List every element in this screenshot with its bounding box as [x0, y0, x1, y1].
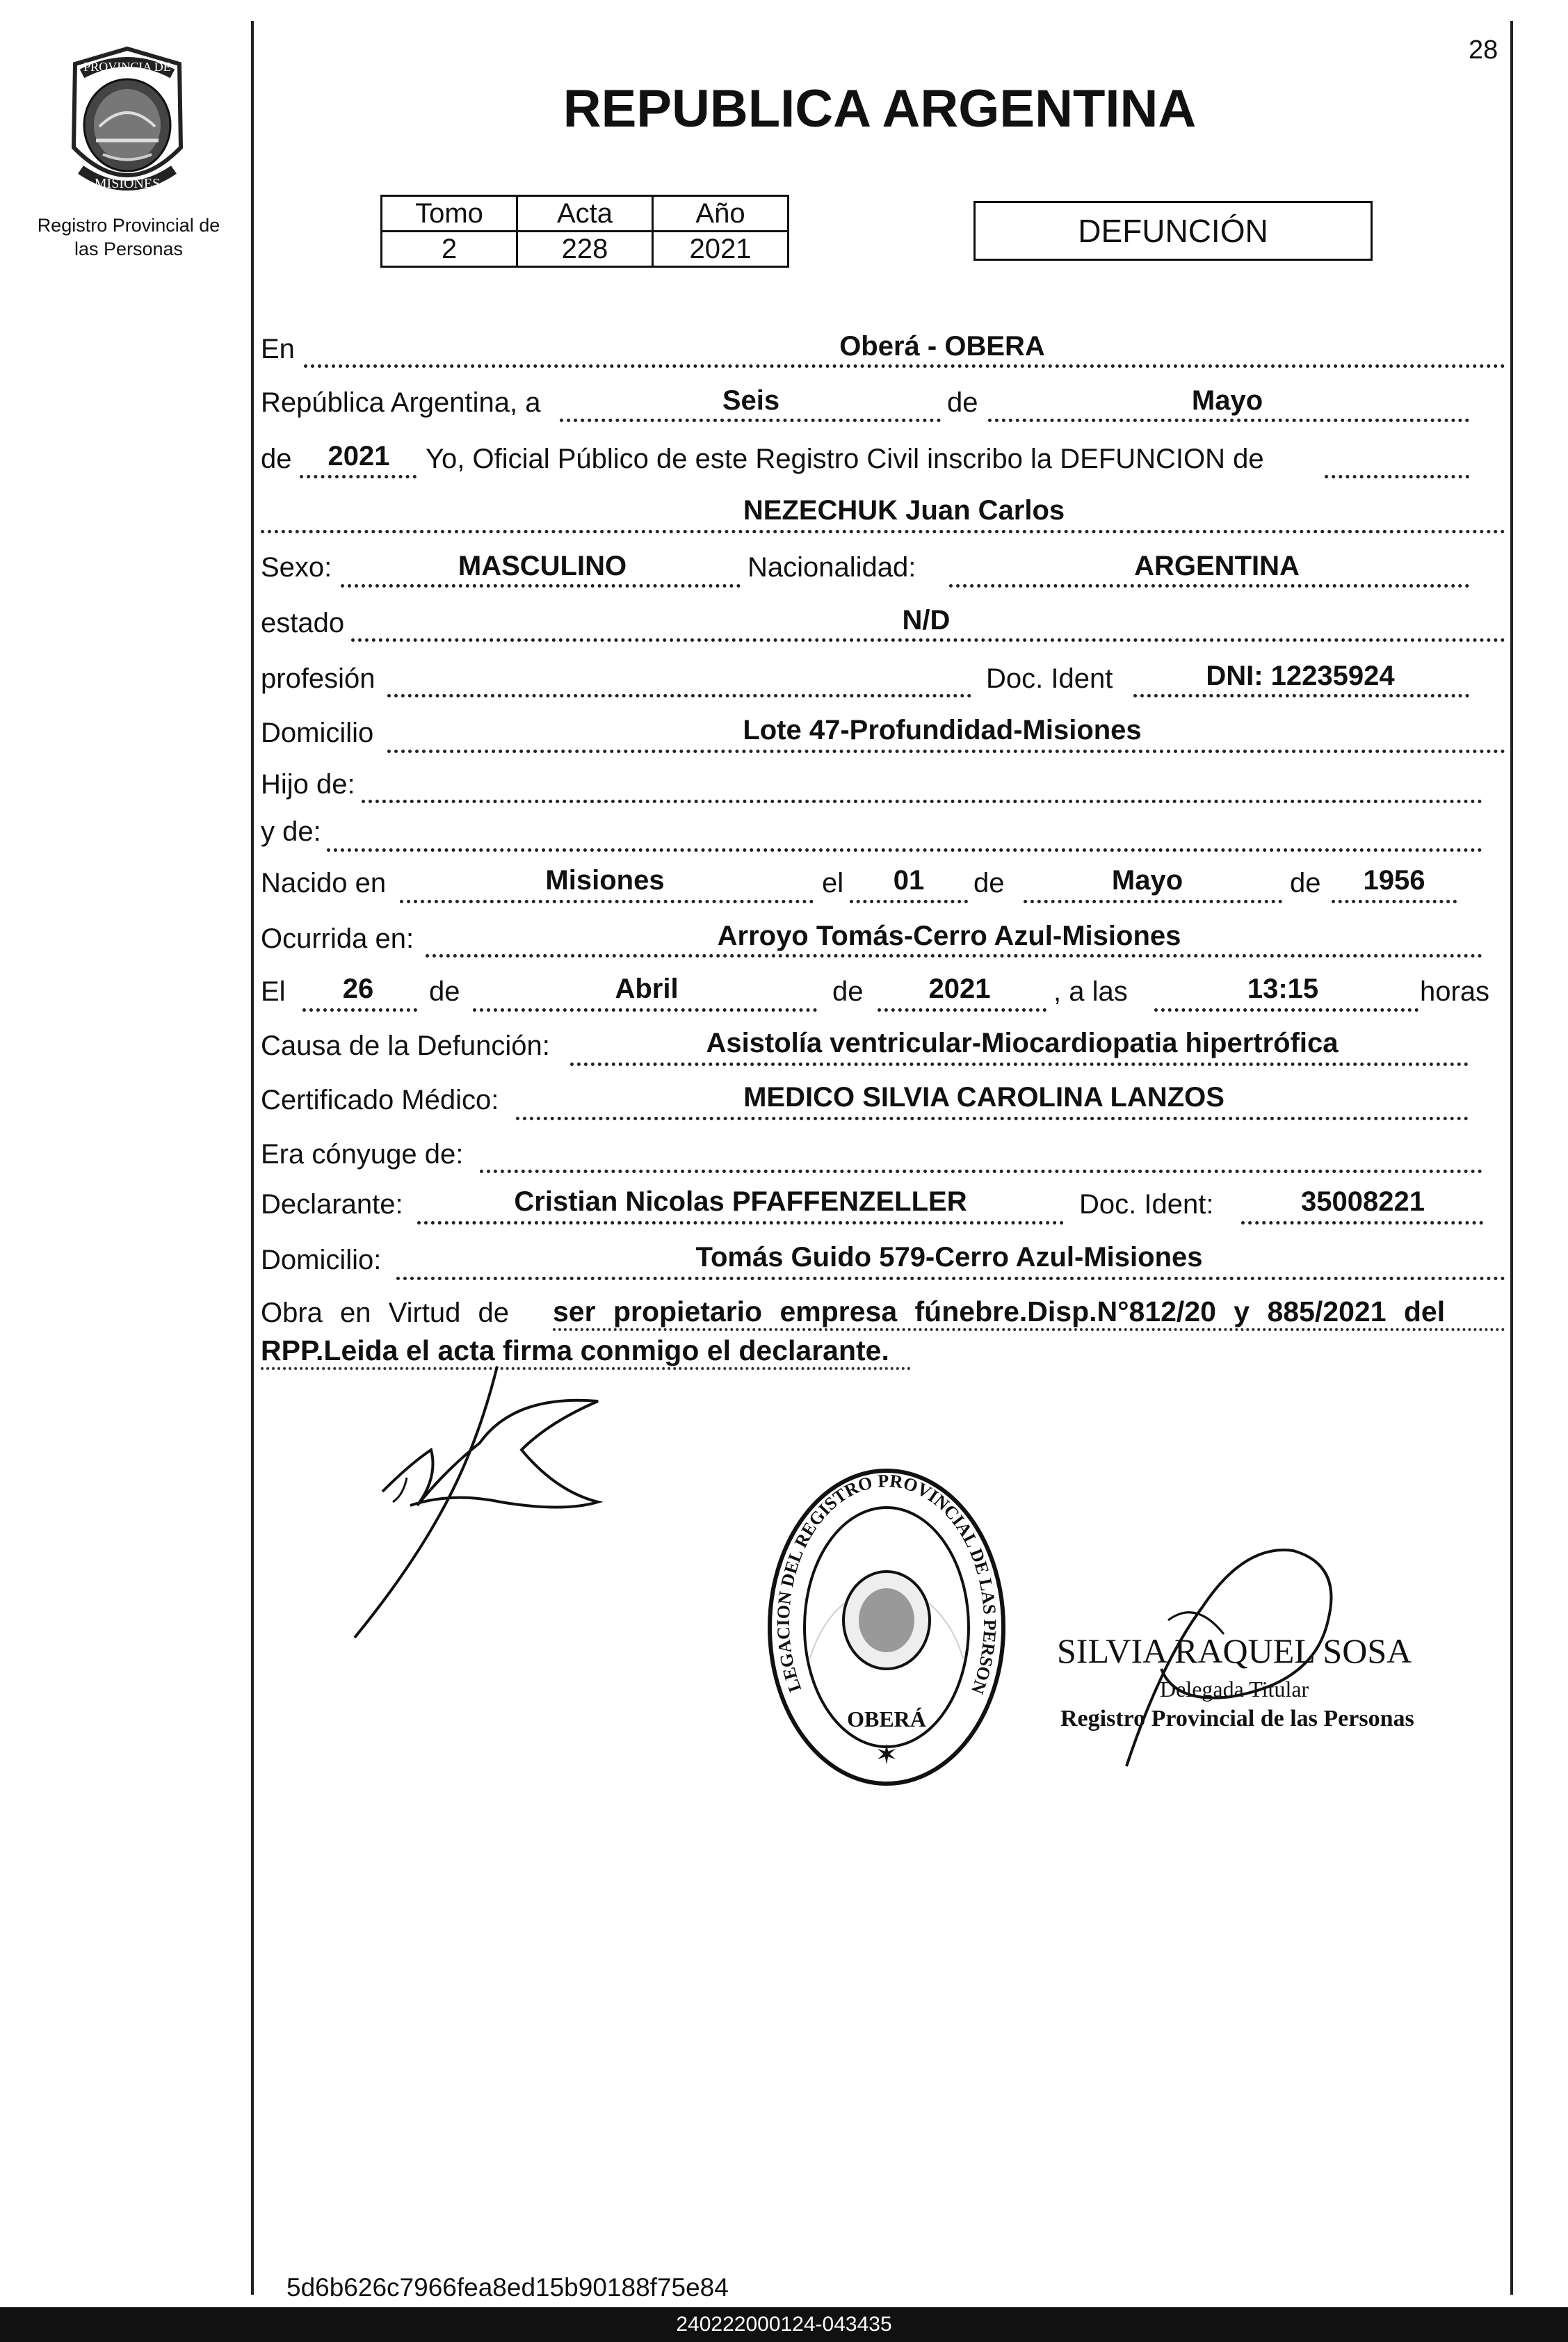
dotted-line — [362, 800, 1482, 803]
footer-code: 240222000124-043435 — [0, 2307, 1568, 2342]
dotted-line — [327, 848, 1482, 852]
value-declarante-doc: 35008221 — [1301, 1186, 1425, 1217]
value-obra-line-1: ser propietario empresa fúnebre.Disp.N°812/20 y 885/2021 del — [553, 1295, 1446, 1327]
label-de-mes: de — [947, 387, 978, 418]
label-y-de: y de: — [261, 816, 321, 847]
svg-text:✶: ✶ — [875, 1740, 898, 1770]
value-certificado: MEDICO SILVIA CAROLINA LANZOS — [743, 1082, 1225, 1113]
document-type-box: DEFUNCIÓN — [973, 201, 1373, 261]
label-sexo: Sexo: — [261, 552, 332, 583]
dotted-line — [480, 1170, 1482, 1173]
dotted-line — [516, 1117, 1469, 1120]
label-de-nacido-anio: de — [1290, 868, 1321, 898]
dotted-line — [426, 954, 1482, 958]
label-de-def-anio: de — [832, 976, 864, 1007]
value-def-hora: 13:15 — [1247, 974, 1319, 1004]
value-estado: N/D — [902, 605, 951, 636]
label-horas: horas — [1420, 976, 1490, 1007]
label-de-def-mes: de — [429, 976, 460, 1007]
value-dia: Seis — [722, 385, 780, 416]
dotted-line — [396, 1277, 1505, 1280]
value-ocurrida: Arroyo Tomás-Cerro Azul-Misiones — [717, 921, 1181, 951]
value-declarante-domicilio: Tomás Guido 579-Cerro Azul-Misiones — [695, 1242, 1203, 1273]
label-declarante: Declarante: — [261, 1189, 403, 1220]
dotted-line — [988, 419, 1469, 422]
issuer-line-2: las Personas — [74, 239, 184, 259]
label-el-fecha: El — [261, 976, 286, 1007]
label-domicilio: Domicilio — [261, 718, 374, 748]
document-hash: 5d6b626c7966fea8ed15b90188f75e84 — [286, 2273, 729, 2302]
dotted-line — [387, 750, 1505, 753]
dotted-line — [1133, 694, 1469, 697]
value-sexo: MASCULINO — [458, 551, 627, 581]
value-anio: 2021 — [653, 232, 789, 267]
value-def-dia: 26 — [342, 974, 374, 1004]
dotted-line — [473, 1008, 817, 1012]
value-def-mes: Abril — [615, 974, 679, 1004]
dotted-line — [300, 475, 417, 478]
label-conyuge: Era cónyuge de: — [261, 1139, 464, 1170]
value-tomo: 2 — [382, 232, 517, 267]
issuer-line-1: Registro Provincial de — [37, 215, 220, 236]
value-def-anio: 2021 — [928, 974, 991, 1004]
dotted-line — [304, 364, 1505, 368]
value-obra-line-2: RPP.Leida el acta firma conmigo el declarante. — [261, 1334, 889, 1366]
label-estado: estado — [261, 608, 345, 638]
value-declarante: Cristian Nicolas PFAFFENZELLER — [514, 1186, 967, 1217]
label-en: En — [261, 334, 295, 364]
dotted-line — [261, 530, 1505, 533]
value-nacido-anio: 1956 — [1363, 865, 1425, 896]
dotted-line — [878, 1008, 1046, 1012]
official-stamp — [761, 1464, 1012, 1791]
underline — [553, 1328, 1505, 1331]
page-number: 28 — [1469, 35, 1498, 65]
label-domicilio-declarante: Domicilio: — [261, 1245, 382, 1275]
label-yo: Yo, Oficial Público de este Registro Civil inscribo la DEFUNCION de — [426, 444, 1264, 474]
value-domicilio: Lote 47-Profundidad-Misiones — [743, 715, 1142, 745]
dotted-line — [949, 584, 1469, 588]
dotted-line — [302, 1008, 417, 1012]
dotted-line — [1024, 900, 1282, 903]
label-de-nacido-mes: de — [973, 868, 1005, 898]
header-acta: Acta — [517, 196, 653, 232]
seal-bottom-text: MISIONES — [94, 176, 161, 191]
label-certificado: Certificado Médico: — [261, 1085, 499, 1115]
value-nacionalidad: ARGENTINA — [1134, 551, 1300, 581]
value-nombre: NEZECHUK Juan Carlos — [743, 495, 1065, 526]
label-a-las: , a las — [1053, 976, 1128, 1007]
label-de-anio: de — [261, 444, 292, 474]
dotted-line — [1154, 1008, 1419, 1012]
page-title: REPUBLICA ARGENTINA — [563, 79, 1197, 138]
label-hijo-de: Hijo de: — [261, 769, 355, 800]
label-ocurrida-en: Ocurrida en: — [261, 923, 414, 954]
right-margin-line — [1510, 21, 1513, 2295]
label-doc-ident: Doc. Ident — [986, 663, 1113, 694]
dotted-line — [351, 638, 1505, 642]
label-doc-ident-declarante: Doc. Ident: — [1079, 1189, 1214, 1220]
value-anio: 2021 — [328, 441, 390, 471]
official-office: Registro Provincial de las Personas — [1060, 1706, 1414, 1731]
provincial-seal-logo — [61, 43, 193, 197]
dotted-line — [1325, 475, 1469, 478]
value-lugar: Oberá - OBERA — [839, 331, 1045, 362]
seal-top-text: PROVINCIA DE — [83, 60, 171, 74]
official-name: SILVIA RAQUEL SOSA — [1057, 1631, 1412, 1670]
dotted-line — [560, 419, 941, 422]
dotted-line — [417, 1221, 1064, 1225]
header-anio: Año — [653, 196, 789, 232]
stamp-ring-text: LEGACION DEL REGISTRO PROVINCIAL DE LAS PERSON — [773, 1470, 1001, 1697]
label-nacionalidad: Nacionalidad: — [747, 552, 916, 583]
stamp-city: OBERÁ — [847, 1706, 926, 1731]
dotted-line — [850, 900, 968, 903]
value-documento: DNI: 12235924 — [1206, 661, 1395, 691]
value-nacido-lugar: Misiones — [545, 865, 665, 896]
official-role: Delegada Titular — [1160, 1677, 1309, 1702]
left-margin-line — [251, 21, 254, 2295]
value-acta: 228 — [517, 232, 653, 267]
label-obra: Obra en Virtud de — [261, 1298, 510, 1328]
label-el: el — [822, 868, 844, 898]
dotted-line — [387, 694, 971, 697]
dotted-line — [341, 584, 741, 588]
value-causa: Asistolía ventricular-Miocardiopatia hipertrófica — [706, 1028, 1339, 1058]
declarant-signature — [341, 1352, 633, 1658]
label-republica: República Argentina, a — [261, 387, 541, 418]
dotted-line — [570, 1063, 1469, 1066]
dotted-line — [1332, 900, 1457, 903]
volume-record-table — [380, 195, 789, 268]
dotted-line — [1241, 1221, 1483, 1225]
label-profesion: profesión — [261, 663, 375, 694]
header-tomo: Tomo — [382, 196, 517, 232]
value-mes: Mayo — [1191, 385, 1263, 416]
value-nacido-mes: Mayo — [1111, 865, 1183, 896]
label-nacido-en: Nacido en — [261, 868, 387, 898]
label-causa: Causa de la Defunción: — [261, 1031, 550, 1061]
value-nacido-dia: 01 — [893, 865, 925, 896]
dotted-line — [400, 900, 814, 903]
